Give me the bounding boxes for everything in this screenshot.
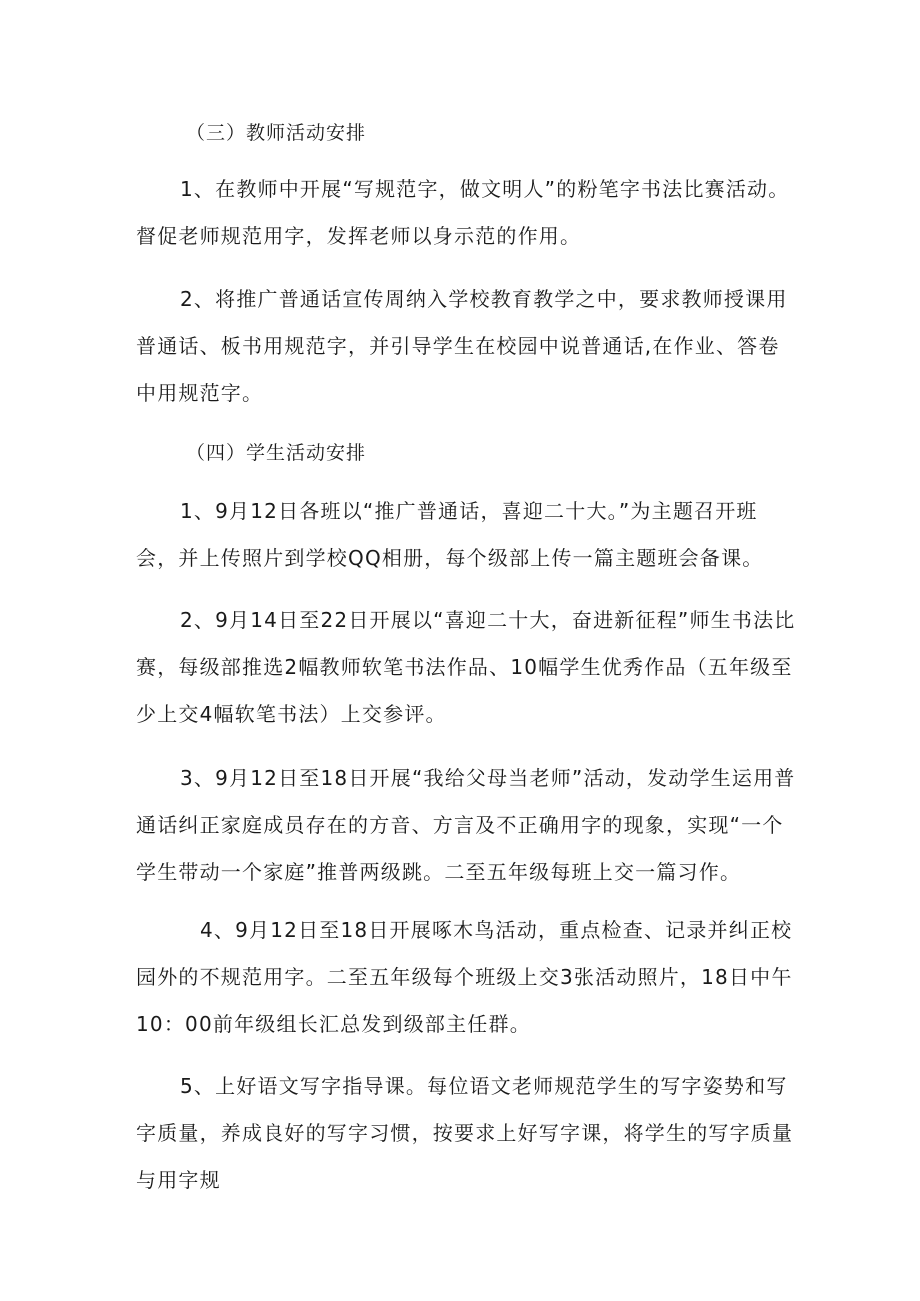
section-3-heading: （三）教师活动安排 — [186, 122, 367, 144]
section-4-item-2: 2、9月14日至22日开展以“喜迎二十大，奋进新征程”师生书法比赛，每级部推选2幅教师软笔书法作品、10幅学生优秀作品（五年级至少上交4幅软笔书法）上交参评。 — [136, 608, 796, 726]
section-3-item-1: 1、在教师中开展“写规范字，做文明人”的粉笔字书法比赛活动。督促老师规范用字，发挥老师以身示范的作用。 — [136, 177, 790, 248]
section-4-heading: （四）学生活动安排 — [186, 442, 367, 464]
section-4-item-3: 3、9月12日至18日开展“我给父母当老师”活动，发动学生运用普通话纠正家庭成员存在的方音、方言及不正确用字的现象，实现“一个学生带动一个家庭”推普两级跳。二至五年级每班上交一篇习作。 — [136, 766, 796, 884]
section-4-item-1: 1、9月12日各班以“推广普通话，喜迎二十大。”为主题召开班会，并上传照片到学校QQ相册，每个级部上传一篇主题班会备课。 — [136, 499, 764, 570]
section-4-item-5: 5、上好语文写字指导课。每位语文老师规范学生的写字姿势和写字质量，养成良好的写字习惯，按要求上好写字课，将学生的写字质量与用字规 — [136, 1074, 794, 1192]
section-4-item-4: 4、9月12日至18日开展啄木鸟活动，重点检查、记录并纠正校园外的不规范用字。二至五年级每个班级上交3张活动照片，18日中午10：00前年级组长汇总发到级部主任群。 — [136, 918, 793, 1036]
section-3-item-2: 2、将推广普通话宣传周纳入学校教育教学之中，要求教师授课用普通话、板书用规范字，并引导学生在校园中说普通话,在作业、答卷中用规范字。 — [136, 287, 788, 405]
